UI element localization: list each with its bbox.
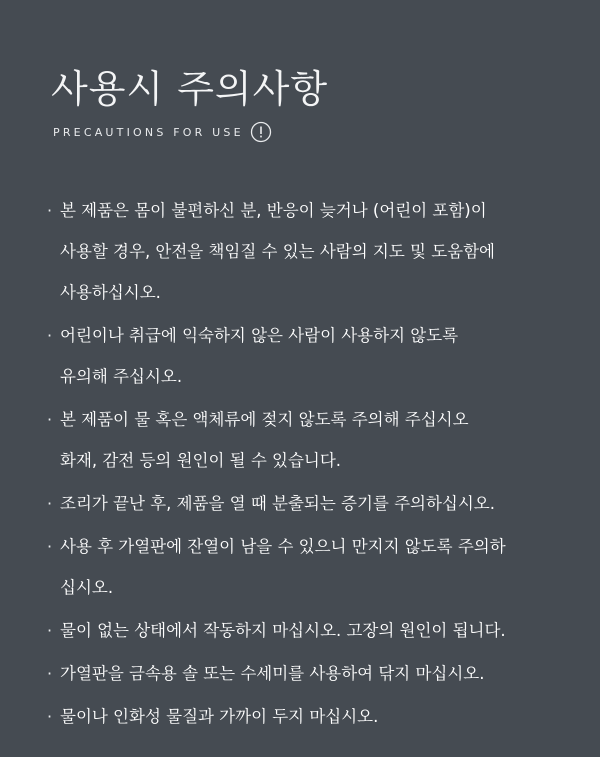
bullet-mark: · [47, 326, 53, 345]
bullet-mark: · [47, 201, 53, 220]
list-item [44, 526, 584, 608]
list-item-text-line: 가열판을 금속용 솔 또는 수세미를 사용하여 닦지 마십시오. [60, 664, 485, 683]
list-item [44, 315, 584, 397]
bullet-mark: · [47, 537, 53, 556]
list-item-text-line: 십시오. [60, 578, 114, 597]
list-item [44, 653, 584, 694]
list-item [44, 696, 584, 737]
exclamation-circle-icon [250, 121, 272, 143]
bullet-mark: · [47, 410, 53, 429]
bullet-mark: · [47, 621, 53, 640]
precaution-list [44, 190, 584, 739]
list-item-text-line: 물이나 인화성 물질과 가까이 두지 마십시오. [60, 707, 379, 726]
list-item-text-line: 사용 후 가열판에 잔열이 남을 수 있으니 만지지 않도록 주의하 [60, 537, 506, 556]
list-item [44, 483, 584, 524]
bullet-mark: · [47, 494, 53, 513]
list-item-text-line: 물이 없는 상태에서 작동하지 마십시오. 고장의 원인이 됩니다. [60, 621, 506, 640]
page-title: 사용시 주의사항 [51, 67, 329, 111]
list-item-text-line: 사용할 경우, 안전을 책임질 수 있는 사람의 지도 및 도움함에 [60, 242, 495, 261]
bullet-mark: · [47, 707, 53, 726]
bullet-mark: · [47, 664, 53, 683]
subtitle-row [53, 119, 272, 145]
list-item [44, 190, 584, 313]
list-item-text-line: 조리가 끝난 후, 제품을 열 때 분출되는 증기를 주의하십시오. [60, 494, 495, 513]
list-item-text-line: 유의해 주십시오. [60, 367, 183, 386]
list-item-text-line: 화재, 감전 등의 원인이 될 수 있습니다. [60, 451, 342, 470]
page-subtitle: PRECAUTIONS FOR USE [53, 125, 244, 139]
list-item-text-line: 사용하십시오. [60, 283, 161, 302]
list-item-text-line: 본 제품이 물 혹은 액체류에 젖지 않도록 주의해 주십시오 [60, 410, 469, 429]
list-item [44, 399, 584, 481]
list-item [44, 610, 584, 651]
list-item-text-line: 본 제품은 몸이 불편하신 분, 반응이 늦거나 (어린이 포함)이 [60, 201, 487, 220]
list-item-text-line: 어린이나 취급에 익숙하지 않은 사람이 사용하지 않도록 [60, 326, 459, 345]
